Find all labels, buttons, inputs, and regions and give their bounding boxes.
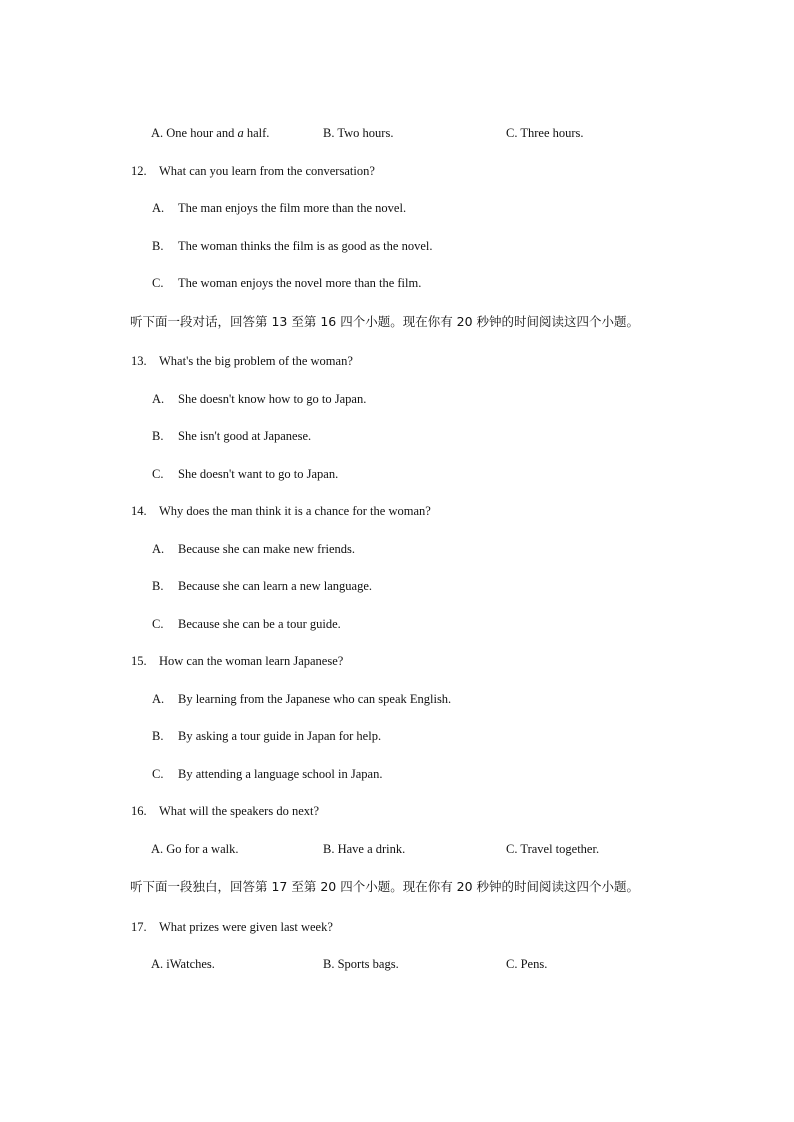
q13-number: 13. bbox=[131, 354, 147, 368]
q16-option-a bbox=[151, 841, 238, 857]
q12-option-b-text: The woman thinks the film is as good as the novel. bbox=[178, 239, 433, 253]
q13-option-b bbox=[152, 428, 311, 444]
q14-option-a-text: Because she can make new friends. bbox=[178, 542, 356, 556]
q15-option-b-letter: B. bbox=[152, 729, 164, 743]
q13-option-c-text: She doesn't want to go to Japan. bbox=[178, 467, 339, 481]
q11-option-b bbox=[323, 125, 393, 141]
q17-question bbox=[131, 919, 333, 935]
q14-option-b-letter: B. bbox=[152, 579, 164, 593]
q16-option-c-letter: C. bbox=[506, 842, 518, 856]
q17-option-a bbox=[151, 956, 215, 972]
q13-option-b-letter: B. bbox=[152, 429, 164, 443]
q15-option-a-text: By learning from the Japanese who can speak English. bbox=[178, 692, 452, 706]
q11-option-a bbox=[151, 125, 269, 141]
q11-option-c bbox=[506, 125, 584, 141]
q12-text: What can you learn from the conversation? bbox=[159, 164, 375, 178]
q15-number: 15. bbox=[131, 654, 147, 668]
q16-question bbox=[131, 803, 319, 819]
q15-option-c-letter: C. bbox=[152, 767, 164, 781]
q13-option-a-letter: A. bbox=[152, 392, 165, 406]
q15-option-c-text: By attending a language school in Japan. bbox=[178, 767, 383, 781]
q11-option-c-letter: C. bbox=[506, 126, 518, 140]
q17-option-c bbox=[506, 956, 547, 972]
q17-option-c-letter: C. bbox=[506, 957, 518, 971]
q16-option-b-text: Have a drink. bbox=[337, 842, 406, 856]
q15-option-a-letter: A. bbox=[152, 692, 165, 706]
q12-question bbox=[131, 163, 375, 179]
q16-text: What will the speakers do next? bbox=[159, 804, 320, 818]
q14-option-b-text: Because she can learn a new language. bbox=[178, 579, 373, 593]
q11-option-b-text: Two hours. bbox=[337, 126, 394, 140]
q14-option-c-text: Because she can be a tour guide. bbox=[178, 617, 341, 631]
q15-text: How can the woman learn Japanese? bbox=[159, 654, 344, 668]
q14-option-a bbox=[152, 541, 355, 557]
q11-option-c-text: Three hours. bbox=[520, 126, 584, 140]
q16-option-c-text: Travel together. bbox=[520, 842, 600, 856]
q17-option-c-text: Pens. bbox=[520, 957, 548, 971]
q17-option-a-text: iWatches. bbox=[166, 957, 215, 971]
q15-option-a bbox=[152, 691, 451, 707]
q16-option-b-letter: B. bbox=[323, 842, 335, 856]
q12-option-b bbox=[152, 238, 432, 254]
q16-number: 16. bbox=[131, 804, 147, 818]
q12-option-c-text: The woman enjoys the novel more than the film. bbox=[178, 276, 422, 290]
q11-option-b-letter: B. bbox=[323, 126, 335, 140]
q11-option-a-text-post: half. bbox=[243, 126, 270, 140]
q17-option-b bbox=[323, 956, 399, 972]
q14-option-c-letter: C. bbox=[152, 617, 164, 631]
q17-option-b-letter: B. bbox=[323, 957, 335, 971]
q11-option-a-text-pre: One hour and bbox=[166, 126, 238, 140]
q15-question bbox=[131, 653, 343, 669]
section-instruction-17-20: 听下面一段独白，回答第 17 至第 20 四个小题。现在你有 20 秒钟的时间阅读这四个小题。 bbox=[130, 879, 640, 894]
q14-option-c bbox=[152, 616, 341, 632]
q13-option-c bbox=[152, 466, 338, 482]
q16-option-a-letter: A. bbox=[151, 842, 164, 856]
q14-option-b bbox=[152, 578, 372, 594]
q16-option-a-text: Go for a walk. bbox=[166, 842, 239, 856]
q11-option-a-text-italic: a bbox=[237, 126, 244, 140]
q13-option-a-text: She doesn't know how to go to Japan. bbox=[178, 392, 367, 406]
q17-option-a-letter: A. bbox=[151, 957, 164, 971]
q14-option-a-letter: A. bbox=[152, 542, 165, 556]
q15-option-c bbox=[152, 766, 382, 782]
q14-number: 14. bbox=[131, 504, 147, 518]
q12-option-a-letter: A. bbox=[152, 201, 165, 215]
q17-text: What prizes were given last week? bbox=[159, 920, 333, 934]
q12-option-a-text: The man enjoys the film more than the novel. bbox=[178, 201, 407, 215]
q16-option-b bbox=[323, 841, 405, 857]
q13-question bbox=[131, 353, 353, 369]
q15-option-b-text: By asking a tour guide in Japan for help. bbox=[178, 729, 382, 743]
q12-number: 12. bbox=[131, 164, 147, 178]
q13-text: What's the big problem of the woman? bbox=[159, 354, 353, 368]
q17-option-b-text: Sports bags. bbox=[337, 957, 399, 971]
q13-option-b-text: She isn't good at Japanese. bbox=[178, 429, 312, 443]
q13-option-a bbox=[152, 391, 366, 407]
q12-option-b-letter: B. bbox=[152, 239, 164, 253]
q17-number: 17. bbox=[131, 920, 147, 934]
q11-option-a-letter: A. bbox=[151, 126, 164, 140]
q12-option-a bbox=[152, 200, 406, 216]
q14-question bbox=[131, 503, 431, 519]
q15-option-b bbox=[152, 728, 381, 744]
section-instruction-13-16: 听下面一段对话，回答第 13 至第 16 四个小题。现在你有 20 秒钟的时间阅读这四个小题。 bbox=[130, 314, 640, 329]
q12-option-c bbox=[152, 275, 421, 291]
q13-option-c-letter: C. bbox=[152, 467, 164, 481]
q14-text: Why does the man think it is a chance for the woman? bbox=[159, 504, 431, 518]
q12-option-c-letter: C. bbox=[152, 276, 164, 290]
q16-option-c bbox=[506, 841, 599, 857]
